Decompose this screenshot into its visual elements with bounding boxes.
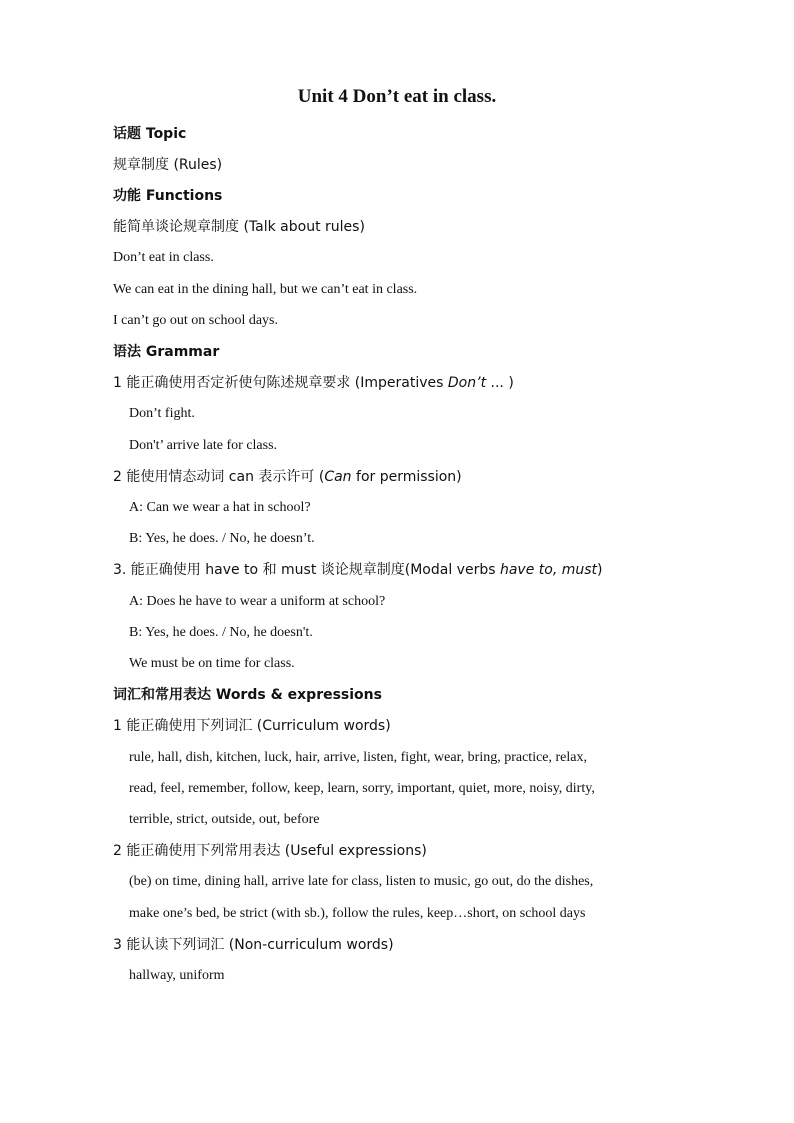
grammar-item-3-prefix: 3. 能正确使用 have to 和 must 谈论规章制度(Modal verbs [113, 562, 500, 578]
grammar-item-2-suffix: for permission) [351, 469, 462, 485]
grammar-item-3 [113, 561, 603, 579]
grammar-item-2-example-2: B: Yes, he does. / No, he doesn’t. [129, 531, 315, 546]
words-item-1-label: 1 能正确使用下列词汇 (Curriculum words) [113, 718, 391, 734]
functions-heading: 功能 Functions [113, 188, 223, 204]
grammar-item-3-example-3: We must be on time for class. [129, 656, 295, 671]
grammar-item-1 [113, 374, 514, 392]
grammar-item-1-suffix: ... ) [486, 375, 514, 391]
grammar-item-3-example-1: A: Does he have to wear a uniform at school? [129, 594, 386, 609]
grammar-item-1-italic: Don’t [447, 375, 487, 391]
grammar-item-2-italic: Can [324, 469, 352, 485]
words-item-2-label: 2 能正确使用下列常用表达 (Useful expressions) [113, 843, 427, 859]
topic-text: 规章制度 (Rules) [113, 157, 223, 173]
grammar-item-1-example-2: Don't’ arrive late for class. [129, 438, 278, 453]
words-item-1-line-1: rule, hall, dish, kitchen, luck, hair, arrive, listen, fight, wear, bring, practice, relax, [129, 750, 587, 765]
words-item-2-line-2: make one’s bed, be strict (with sb.), follow the rules, keep…short, on school days [129, 906, 586, 921]
page-title: Unit 4 Don’t eat in class. [297, 86, 497, 107]
functions-example-2: We can eat in the dining hall, but we can’t eat in class. [113, 282, 418, 297]
grammar-item-2 [113, 468, 462, 486]
words-item-1-line-3: terrible, strict, outside, out, before [129, 812, 320, 827]
grammar-item-3-italic: have to, must [499, 562, 598, 578]
words-item-1-line-2: read, feel, remember, follow, keep, learn, sorry, important, quiet, more, noisy, dirty, [129, 781, 595, 796]
grammar-item-2-example-1: A: Can we wear a hat in school? [129, 500, 311, 515]
grammar-item-3-example-2: B: Yes, he does. / No, he doesn't. [129, 625, 313, 640]
grammar-heading: 语法 Grammar [113, 344, 220, 360]
grammar-item-3-suffix: ) [597, 562, 603, 578]
grammar-item-2-prefix: 2 能使用情态动词 can 表示许可 ( [113, 469, 325, 485]
topic-heading: 话题 Topic [113, 126, 187, 142]
words-item-3-line-1: hallway, uniform [129, 968, 225, 983]
functions-example-1: Don’t eat in class. [113, 250, 214, 265]
words-item-2-line-1: (be) on time, dining hall, arrive late for class, listen to music, go out, do the dishes, [129, 874, 594, 889]
words-item-3-label: 3 能认读下列词汇 (Non-curriculum words) [113, 937, 394, 953]
functions-intro: 能简单谈论规章制度 (Talk about rules) [113, 219, 365, 235]
words-heading: 词汇和常用表达 Words & expressions [113, 687, 382, 703]
functions-example-3: I can’t go out on school days. [113, 313, 278, 328]
grammar-item-1-example-1: Don’t fight. [129, 406, 195, 421]
grammar-item-1-prefix: 1 能正确使用否定祈使句陈述规章要求 (Imperatives [113, 375, 448, 391]
